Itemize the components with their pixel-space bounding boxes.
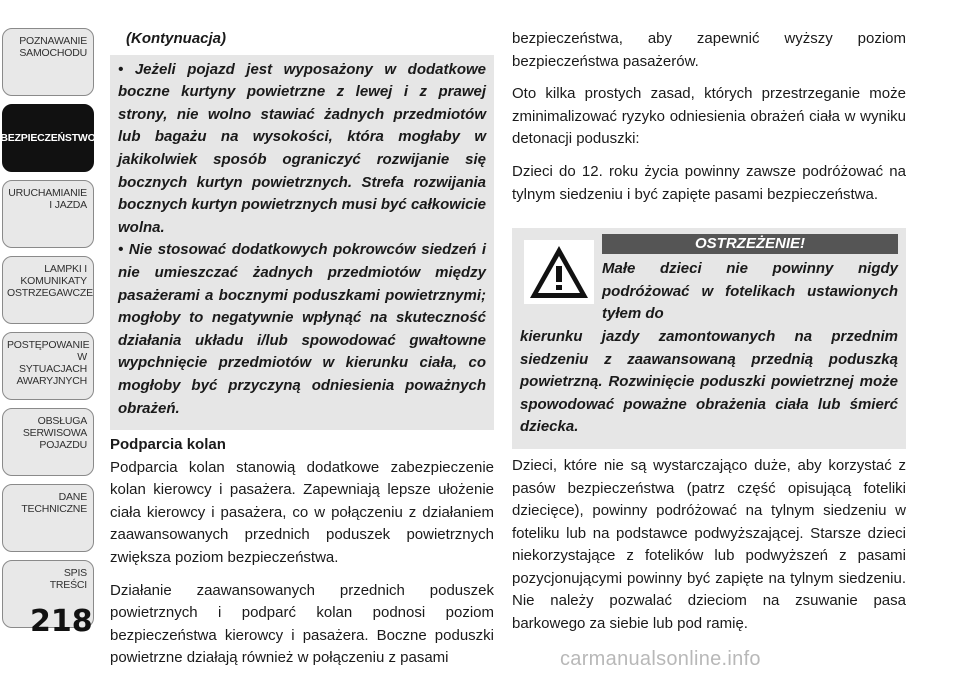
note-bullet: • Jeżeli pojazd jest wyposażony w dodatkowe boczne kurtyny powietrzne z lewej i z prawej strony, nie wolno stawiać żadnych przedmiotów lub bagażu na wysokości, która mogłaby w jakikolwiek sposób ograniczyć rozwijanie się bocznych kurtyn powietrznych. Strefa rozwijania bocznych kurtyn powietrznych musi być całkowicie wolna.	[118, 59, 486, 240]
right-column	[512, 28, 906, 646]
tab-poznawanie-samochodu[interactable]: POZNAWANIE SAMOCHODU	[2, 28, 94, 96]
left-column	[110, 28, 494, 680]
tab-obsluga-serwisowa[interactable]: OBSŁUGA SERWISOWA POJAZDU	[2, 408, 94, 476]
tab-spis-tresci[interactable]: SPIS TREŚCI	[2, 560, 94, 628]
body-paragraph: bezpieczeństwa, aby zapewnić wyższy poziom bezpieczeństwa pasażerów.	[512, 30, 906, 70]
body-paragraph: Oto kilka prostych zasad, których przestrzeganie może zminimalizować ryzyko odniesienia obrażeń ciała w wyniku detonacji poduszki:	[512, 85, 906, 148]
warning-text-indented: Małe dzieci nie powinny nigdy podróżować w fotelikach ustawionych tyłem do	[602, 260, 898, 323]
warning-text-continued: kierunku jazdy zamontowanych na przednim siedzeniu z zaawansowaną przednią poduszką powietrzną. Rozwinięcie poduszki powietrznej może spowodować poważne obrażenia ciała lub śmierć dziecka.	[520, 327, 898, 436]
caution-note-box	[110, 55, 494, 431]
tab-lampki-i-komunikaty[interactable]: LAMPKI I KOMUNIKATY OSTRZEGAWCZE	[2, 256, 94, 324]
continuation-label: (Kontynuacja)	[126, 30, 227, 47]
tab-uruchamianie-i-jazda[interactable]: URUCHAMIANIE I JAZDA	[2, 180, 94, 248]
page-number: 218	[30, 604, 93, 639]
tab-dane-techniczne[interactable]: DANE TECHNICZNE	[2, 484, 94, 552]
tab-bezpieczenstwo[interactable]: BEZPIECZEŃSTWO	[2, 104, 94, 172]
note-bullet: • Nie stosować dodatkowych pokrowców siedzeń i nie umieszczać żadnych przedmiotów między pasażerami a bocznymi poduszkami powietrznymi; mogłoby to negatywnie wpłynąć na skuteczność działania układu i/lub spowodować gwałtowne wypchnięcie przedmiotów w kierunku ciała, co mogłoby być przyczyną odniesienia poważnych obrażeń.	[118, 239, 486, 420]
warning-title: OSTRZEŻENIE!	[602, 234, 898, 254]
watermark-text: carmanualsonline.info	[560, 648, 761, 670]
body-paragraph: Dzieci do 12. roku życia powinny zawsze podróżować na tylnym siedzeniu i być zapięte pasami bezpieczeństwa.	[512, 162, 906, 203]
body-paragraph: Dzieci, które nie są wystarczająco duże, aby korzystać z pasów bezpieczeństwa (patrz część opisującą foteliki dziecięce), powinny podróżować na tylnym siedzeniu w foteliku lub na podstawce podwyższającej. Starsze dzieci niekorzystające z fotelików lub podwyższeń z pasami pozycjonującymi powinny być zapięte na tylnym siedzeniu. Nie należy pozwalać dzieciom na zsuwanie pasa barkowego za siebie lub pod ramię.	[512, 456, 906, 633]
body-paragraph: Działanie zaawansowanych przednich poduszek powietrznych i podparć kolan podnosi poziom bezpieczeństwa kierowcy i pasażera. Boczne poduszki powietrzne działają również w połączeniu z pasami	[110, 581, 494, 667]
warning-box	[512, 228, 906, 449]
warning-triangle-icon	[524, 240, 594, 304]
body-paragraph: Podparcia kolan stanowią dodatkowe zabezpieczenie kolan kierowcy i pasażera. Zapewniają lepsze ułożenie ciała kierowcy i pasażera, co w połączeniu z działaniem zaawansowanych przednich poduszek powietrznych zwiększa poziom bezpieczeństwa.	[110, 458, 494, 567]
tab-postepowanie-awaryjne[interactable]: POSTĘPOWANIE W SYTUACJACH AWARYJNYCH	[2, 332, 94, 400]
section-title: Podparcia kolan	[110, 436, 226, 454]
